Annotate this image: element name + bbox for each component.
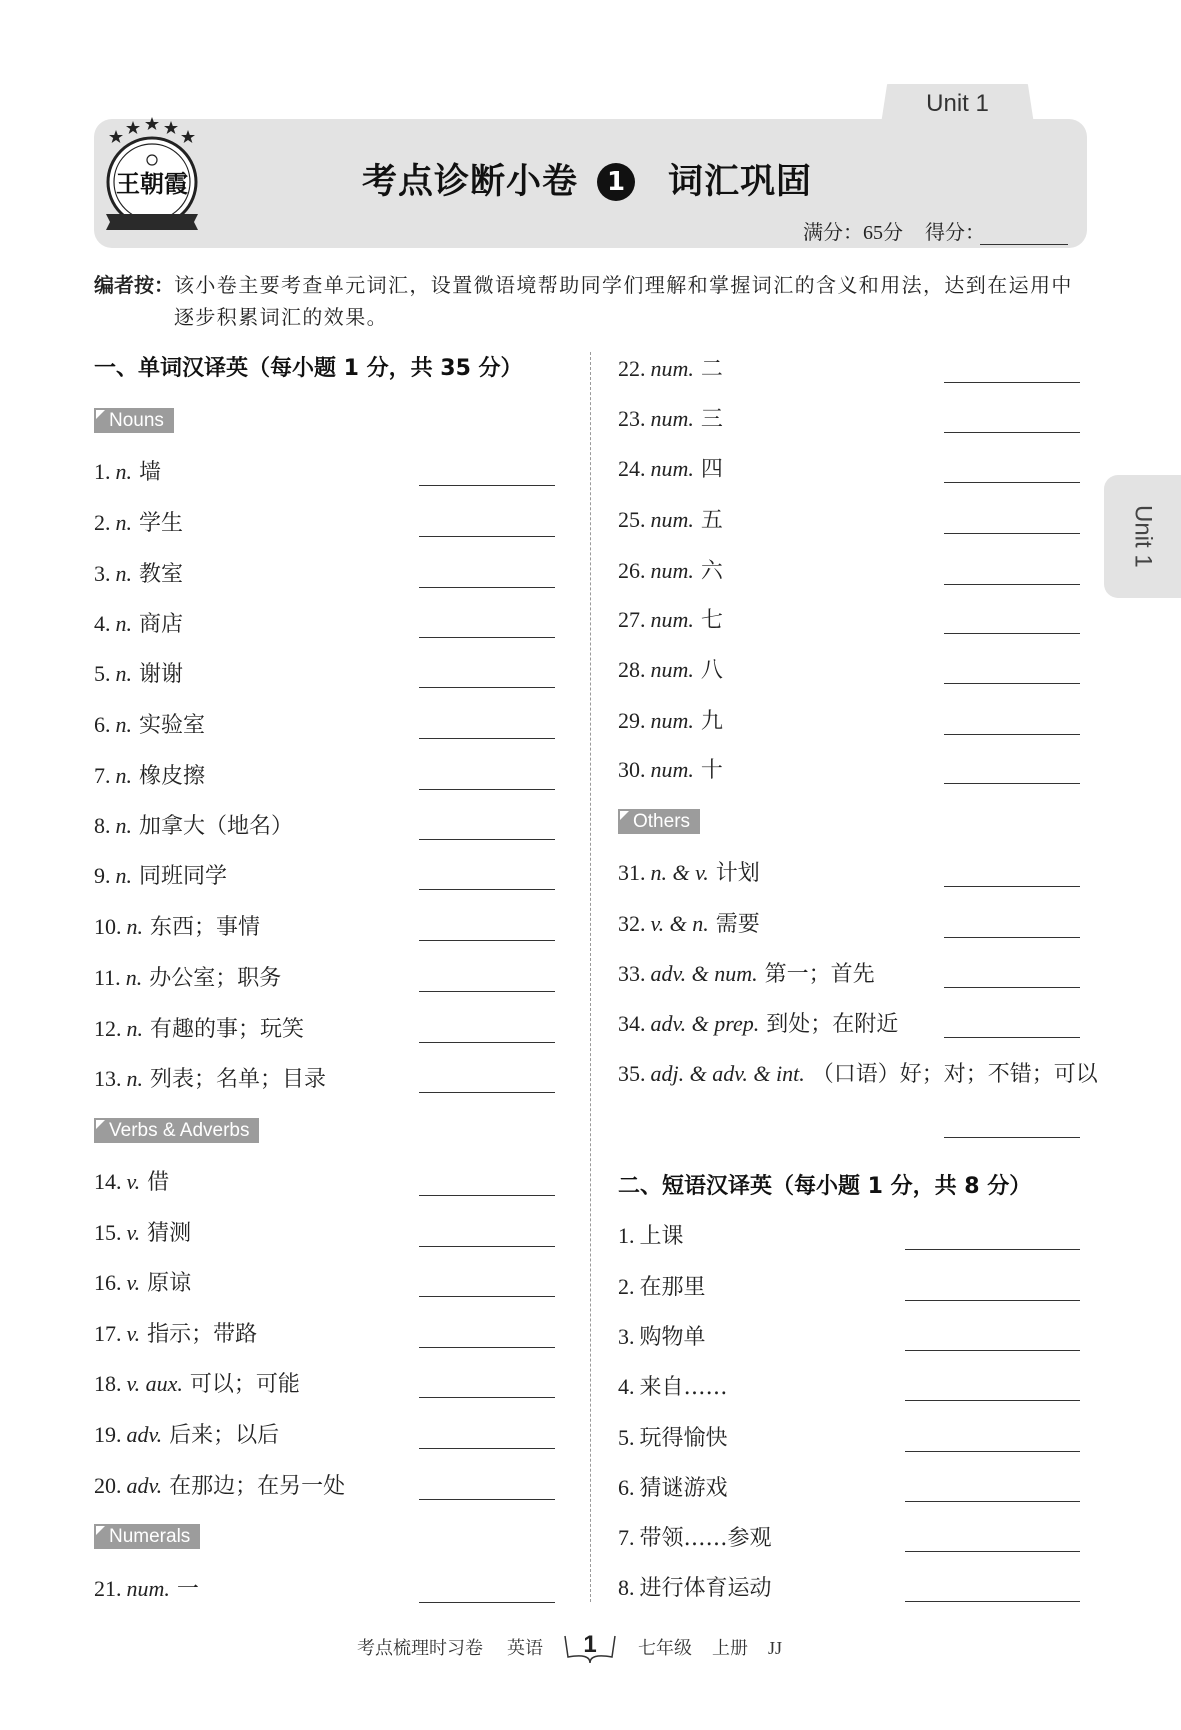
answer-blank (944, 584, 1080, 585)
answer-blank (905, 1551, 1080, 1552)
vocab-item (618, 706, 723, 736)
vocab-item (94, 1369, 300, 1399)
item-part-of-speech: v. (126, 1169, 141, 1194)
item-number: 27. (618, 607, 646, 632)
item-meaning: 橡皮擦 (139, 764, 206, 789)
publisher-logo (100, 116, 205, 240)
item-number: 1. (94, 459, 111, 484)
item-part-of-speech: adv. (126, 1422, 163, 1447)
item-meaning: 借 (147, 1170, 170, 1195)
item-number: 6. (94, 712, 111, 737)
item-meaning: 实验室 (139, 713, 206, 738)
item-part-of-speech: num. (650, 657, 694, 682)
answer-blank (419, 839, 555, 840)
vocab-item (618, 1059, 1098, 1089)
item-number: 4. (94, 611, 111, 636)
item-number: 20. (94, 1473, 122, 1498)
item-number: 7. (618, 1525, 635, 1550)
item-number: 3. (618, 1324, 635, 1349)
vocab-item (618, 755, 723, 785)
item-part-of-speech: adv. (126, 1473, 163, 1498)
item-meaning: 东西；事情 (150, 915, 261, 940)
item-number: 1. (618, 1223, 635, 1248)
item-meaning: 指示；带路 (147, 1322, 258, 1347)
item-part-of-speech: num. (650, 558, 694, 583)
answer-blank (419, 687, 555, 688)
answer-blank (944, 533, 1080, 534)
item-part-of-speech: n. (115, 712, 132, 737)
item-meaning: 二 (700, 357, 723, 382)
item-meaning: 十 (700, 758, 723, 783)
item-number: 25. (618, 507, 646, 532)
category-badge-verbs-adverbs: Verbs & Adverbs (94, 1118, 259, 1143)
answer-blank (419, 587, 555, 588)
item-number: 6. (618, 1475, 635, 1500)
item-meaning: 带领……参观 (639, 1526, 772, 1551)
answer-blank (944, 1037, 1080, 1038)
vocab-item (94, 1268, 191, 1298)
item-number: 32. (618, 911, 646, 936)
item-part-of-speech: n. (115, 510, 132, 535)
item-number: 13. (94, 1066, 122, 1091)
vocab-item (618, 959, 875, 989)
page-subtitle: 词汇巩固 (668, 162, 813, 202)
vocab-item (618, 1009, 898, 1039)
vocab-item (94, 861, 227, 891)
item-meaning: 需要 (715, 912, 760, 937)
answer-blank (944, 683, 1080, 684)
vocab-item (94, 963, 281, 993)
logo-name: 王朝霞 (116, 169, 188, 198)
item-number: 24. (618, 456, 646, 481)
item-part-of-speech: v. aux. (126, 1371, 183, 1396)
item-number: 7. (94, 763, 111, 788)
item-part-of-speech: num. (650, 507, 694, 532)
vocab-item (94, 761, 205, 791)
item-number: 10. (94, 914, 122, 939)
footer-series: 考点梳理时习卷 (357, 1638, 483, 1658)
answer-blank (419, 738, 555, 739)
answer-blank (944, 1137, 1080, 1138)
answer-blank (944, 382, 1080, 383)
item-meaning: 九 (700, 709, 723, 734)
answer-blank (419, 1042, 555, 1043)
item-meaning: 办公室；职务 (149, 966, 282, 991)
vocab-item (94, 508, 183, 538)
vocab-item (618, 354, 723, 384)
vocab-item (94, 1064, 326, 1094)
item-number: 5. (618, 1425, 635, 1450)
item-meaning: 四 (700, 457, 723, 482)
vocab-item (618, 858, 760, 888)
item-meaning: 列表；名单；目录 (150, 1067, 327, 1092)
item-meaning: 一 (176, 1577, 199, 1602)
item-part-of-speech: v. & n. (650, 911, 709, 936)
vocab-item (618, 1573, 772, 1603)
title-number-badge: 1 (597, 163, 635, 201)
item-meaning: 猜测 (147, 1221, 192, 1246)
vocab-item (618, 1221, 684, 1251)
item-part-of-speech: adv. & prep. (650, 1011, 760, 1036)
vocab-item (618, 1372, 728, 1402)
item-meaning: 到处；在附近 (766, 1012, 899, 1037)
item-meaning: 商店 (139, 612, 184, 637)
unit-tab-label: Unit 1 (926, 90, 989, 117)
item-meaning: 谢谢 (139, 662, 184, 687)
answer-blank (944, 432, 1080, 433)
vocab-item (618, 655, 723, 685)
answer-blank (905, 1249, 1080, 1250)
item-part-of-speech: n. (126, 1016, 143, 1041)
footer-volume: 上册 (712, 1638, 748, 1658)
item-number: 23. (618, 406, 646, 431)
item-part-of-speech: num. (650, 456, 694, 481)
item-part-of-speech: adj. & adv. & int. (650, 1061, 805, 1086)
answer-blank (419, 789, 555, 790)
answer-blank (419, 1602, 555, 1603)
score-label: 得分： (925, 222, 985, 244)
section2-heading: 二、短语汉译英（每小题 1 分，共 8 分） (618, 1174, 1032, 1199)
item-meaning: 后来；以后 (169, 1423, 280, 1448)
answer-blank (419, 940, 555, 941)
item-part-of-speech: num. (650, 356, 694, 381)
vocab-item (618, 556, 723, 586)
item-number: 8. (618, 1575, 635, 1600)
item-number: 8. (94, 813, 111, 838)
vocab-item (618, 909, 760, 939)
item-meaning: 购物单 (639, 1325, 706, 1350)
item-number: 28. (618, 657, 646, 682)
item-part-of-speech: n. (115, 661, 132, 686)
item-meaning: 可以；可能 (189, 1372, 300, 1397)
vocab-item (618, 1423, 728, 1453)
item-part-of-speech: v. (126, 1321, 141, 1346)
vocab-item (94, 1420, 279, 1450)
answer-blank (419, 1499, 555, 1500)
answer-blank (944, 886, 1080, 887)
item-meaning: 三 (700, 407, 723, 432)
answer-blank (419, 637, 555, 638)
vocab-item (94, 559, 183, 589)
vocab-item (94, 457, 161, 487)
vocab-item (94, 1574, 199, 1604)
item-number: 16. (94, 1270, 122, 1295)
item-part-of-speech: n. (115, 611, 132, 636)
category-badge-others: Others (618, 809, 700, 834)
vocab-item (94, 710, 205, 740)
score-blank (980, 244, 1068, 245)
item-meaning: 学生 (139, 511, 184, 536)
item-meaning: 玩得愉快 (639, 1426, 728, 1451)
page-number: 1 (583, 1631, 597, 1658)
editor-note-line-2: 逐步积累词汇的效果。 (174, 307, 388, 329)
answer-blank (419, 1246, 555, 1247)
item-meaning: （口语）好；对；不错；可以 (811, 1062, 1098, 1087)
item-number: 18. (94, 1371, 122, 1396)
vocab-item (618, 1523, 772, 1553)
item-part-of-speech: v. (126, 1270, 141, 1295)
answer-blank (905, 1451, 1080, 1452)
item-number: 26. (618, 558, 646, 583)
item-meaning: 第一；首先 (764, 962, 875, 987)
item-number: 12. (94, 1016, 122, 1041)
footer-grade: 七年级 (638, 1638, 692, 1658)
item-part-of-speech: num. (650, 708, 694, 733)
item-number: 21. (94, 1576, 122, 1601)
editor-note-text-1: 该小卷主要考查单元词汇，设置微语境帮助同学们理解和掌握词汇的含义和用法，达到在运用中 (174, 275, 1073, 297)
item-number: 34. (618, 1011, 646, 1036)
vocab-item (94, 1167, 169, 1197)
column-divider (590, 352, 591, 1602)
item-meaning: 六 (700, 559, 723, 584)
answer-blank (944, 633, 1080, 634)
item-part-of-speech: n. (115, 863, 132, 888)
editor-note-line-1 (94, 271, 1073, 299)
item-number: 33. (618, 961, 646, 986)
answer-blank (944, 482, 1080, 483)
item-meaning: 在那边；在另一处 (169, 1474, 346, 1499)
item-number: 5. (94, 661, 111, 686)
answer-blank (419, 485, 555, 486)
vocab-item (618, 1272, 706, 1302)
item-part-of-speech: num. (650, 607, 694, 632)
item-meaning: 有趣的事；玩笑 (150, 1017, 305, 1042)
item-part-of-speech: n. (126, 914, 143, 939)
item-number: 29. (618, 708, 646, 733)
answer-blank (419, 991, 555, 992)
side-unit-tab-label: Unit 1 (1129, 505, 1157, 568)
item-part-of-speech: num. (650, 757, 694, 782)
item-meaning: 教室 (139, 562, 184, 587)
item-number: 9. (94, 863, 111, 888)
item-meaning: 加拿大（地名） (139, 814, 294, 839)
answer-blank (419, 536, 555, 537)
item-meaning: 上课 (639, 1224, 684, 1249)
answer-blank (905, 1501, 1080, 1502)
answer-blank (419, 1397, 555, 1398)
footer-edition: JJ (768, 1638, 783, 1658)
item-number: 11. (94, 965, 121, 990)
category-badge-nouns: Nouns (94, 408, 174, 433)
item-part-of-speech: n. (115, 459, 132, 484)
item-part-of-speech: v. (126, 1220, 141, 1245)
answer-blank (419, 1347, 555, 1348)
vocab-item (94, 912, 260, 942)
item-part-of-speech: n. (115, 561, 132, 586)
vocab-item (618, 505, 723, 535)
item-number: 14. (94, 1169, 122, 1194)
item-number: 31. (618, 860, 646, 885)
item-meaning: 猜谜游戏 (639, 1476, 728, 1501)
vocab-item (94, 1218, 191, 1248)
answer-blank (944, 734, 1080, 735)
item-number: 17. (94, 1321, 122, 1346)
vocab-item (94, 1319, 257, 1349)
vocab-item (618, 404, 723, 434)
item-meaning: 七 (700, 608, 723, 633)
section1-heading: 一、单词汉译英（每小题 1 分，共 35 分） (94, 356, 523, 381)
item-part-of-speech: n. (126, 1066, 143, 1091)
item-meaning: 进行体育运动 (639, 1576, 772, 1601)
item-number: 2. (94, 510, 111, 535)
vocab-item (94, 1471, 345, 1501)
full-score: 满分：65分 (803, 222, 903, 244)
answer-blank (905, 1350, 1080, 1351)
vocab-item (618, 1473, 728, 1503)
item-part-of-speech: num. (126, 1576, 170, 1601)
item-number: 19. (94, 1422, 122, 1447)
item-meaning: 八 (700, 658, 723, 683)
item-number: 15. (94, 1220, 122, 1245)
vocab-item (94, 659, 183, 689)
answer-blank (419, 1296, 555, 1297)
item-part-of-speech: n. (115, 813, 132, 838)
vocab-item (618, 454, 723, 484)
answer-blank (419, 1448, 555, 1449)
item-number: 2. (618, 1274, 635, 1299)
item-number: 4. (618, 1374, 635, 1399)
item-number: 22. (618, 356, 646, 381)
item-part-of-speech: adv. & num. (650, 961, 758, 986)
answer-blank (419, 889, 555, 890)
item-part-of-speech: num. (650, 406, 694, 431)
item-part-of-speech: n. & v. (650, 860, 709, 885)
item-meaning: 计划 (715, 861, 760, 886)
answer-blank (944, 783, 1080, 784)
answer-blank (944, 937, 1080, 938)
vocab-item (94, 811, 293, 841)
vocab-item (94, 1014, 304, 1044)
vocab-item (618, 605, 723, 635)
item-meaning: 五 (700, 508, 723, 533)
item-number: 3. (94, 561, 111, 586)
item-part-of-speech: n. (125, 965, 143, 990)
vocab-item (94, 609, 183, 639)
page-title: 考点诊断小卷 (362, 162, 579, 202)
item-meaning: 原谅 (147, 1271, 192, 1296)
category-badge-numerals: Numerals (94, 1524, 200, 1549)
item-meaning: 来自…… (639, 1375, 728, 1400)
footer-subject: 英语 (507, 1638, 543, 1658)
item-meaning: 墙 (139, 460, 162, 485)
editor-note-label: 编者按： (94, 273, 174, 297)
answer-blank (419, 1092, 555, 1093)
vocab-item (618, 1322, 706, 1352)
item-meaning: 在那里 (639, 1275, 706, 1300)
answer-blank (905, 1601, 1080, 1602)
answer-blank (419, 1195, 555, 1196)
item-part-of-speech: n. (115, 763, 132, 788)
item-number: 30. (618, 757, 646, 782)
answer-blank (944, 987, 1080, 988)
answer-blank (905, 1300, 1080, 1301)
item-number: 35. (618, 1061, 646, 1086)
item-meaning: 同班同学 (139, 864, 228, 889)
answer-blank (905, 1400, 1080, 1401)
